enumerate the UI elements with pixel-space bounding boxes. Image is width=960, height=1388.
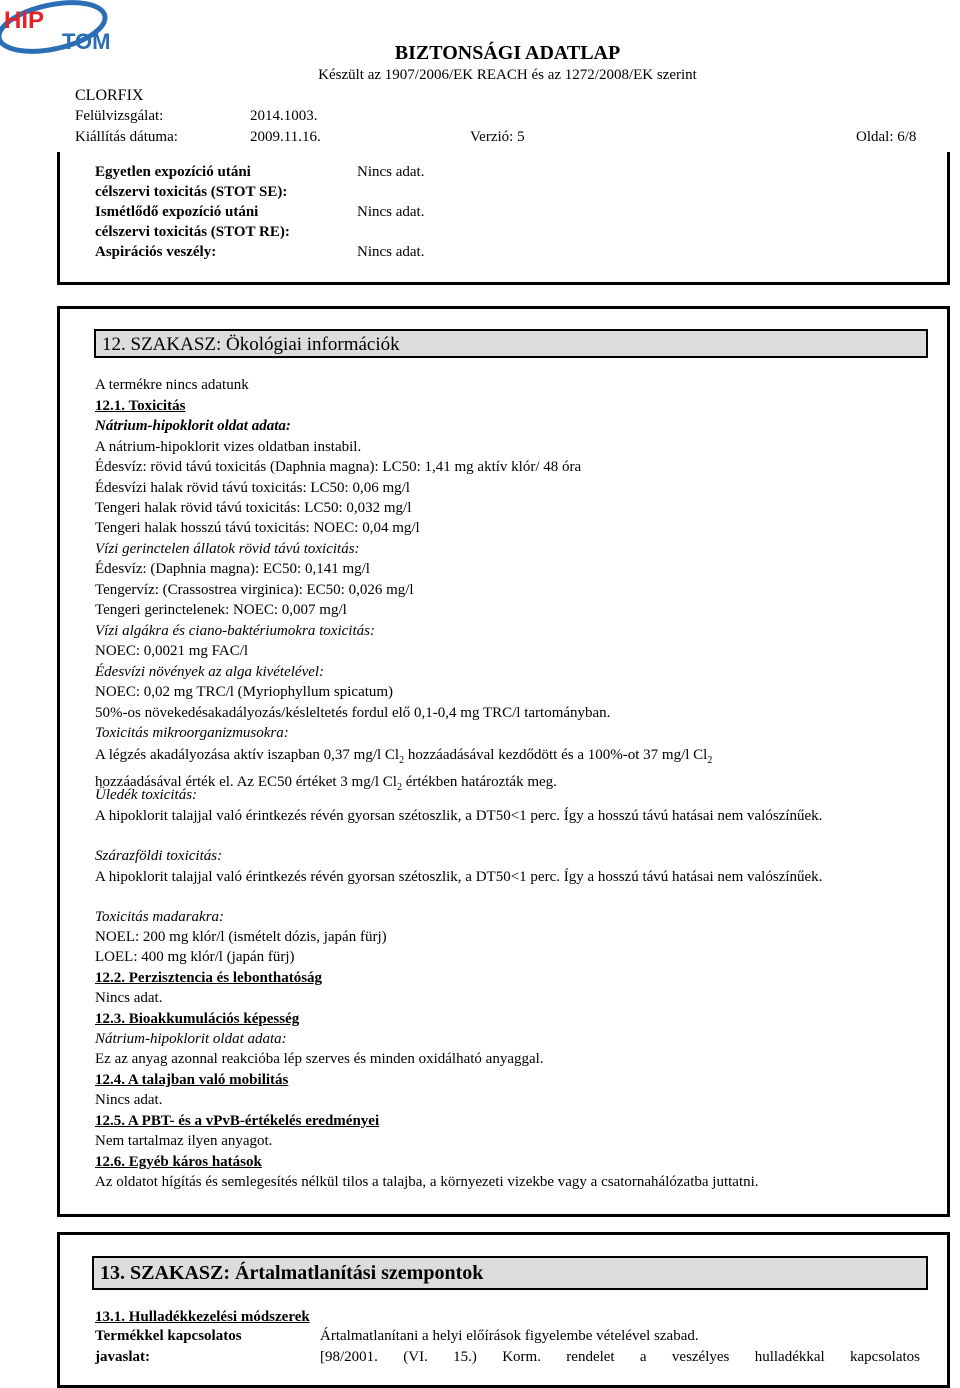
document-title: BIZTONSÁGI ADATLAP: [394, 42, 621, 64]
review-label: Felülvizsgálat:: [75, 108, 164, 124]
italic-subheading: Szárazföldi toxicitás:: [95, 848, 223, 864]
aspiration-value: Nincs adat.: [357, 244, 425, 260]
italic-subheading: Üledék toxicitás:: [95, 787, 198, 803]
text-line: Tengeri halak rövid távú toxicitás: LC50: 0,032 mg/l: [95, 500, 412, 516]
issue-date: 2009.11.16.: [250, 129, 321, 145]
subsection-12-5: 12.5. A PBT- és a vPvB-értékelés eredményei: [95, 1113, 380, 1129]
subsection-12-2: 12.2. Perzisztencia és lebonthatóság: [95, 970, 323, 986]
italic-subheading: Vízi algákra és ciano-baktériumokra toxicitás:: [95, 623, 375, 639]
text-line: NOEL: 200 mg klór/l (ismételt dózis, japán fürj): [95, 929, 387, 945]
text-line: NOEC: 0,02 mg TRC/l (Myriophyllum spicatum): [95, 684, 394, 700]
italic-subheading: Édesvízi növények az alga kivételével:: [95, 664, 325, 680]
aspiration-label: Aspirációs veszély:: [95, 244, 217, 260]
text-line: Ez az anyag azonnal reakcióba lép szerves és minden oxidálható anyaggal.: [95, 1051, 544, 1067]
stot-se-label-2: célszervi toxicitás (STOT SE):: [95, 184, 288, 200]
text-line: LOEL: 400 mg klór/l (japán fürj): [95, 949, 295, 965]
text-line: Nincs adat.: [95, 990, 163, 1006]
text-line: 50%-os növekedésakadályozás/késleltetés fordul elő 0,1-0,4 mg TRC/l tartományban.: [95, 705, 611, 721]
waste-value-1: Ártalmatlanítani a helyi előírások figyelembe vételével szabad.: [320, 1328, 699, 1344]
microorganism-paragraph: [95, 745, 920, 798]
italic-subheading: Vízi gerinctelen állatok rövid távú toxicitás:: [95, 541, 360, 557]
text-line: Tengervíz: (Crassostrea virginica): EC50: 0,026 mg/l: [95, 582, 414, 598]
waste-label-1: Termékkel kapcsolatos: [95, 1328, 242, 1344]
waste-value-2: [98/2001. (VI. 15.) Korm. rendelet a veszélyes hulladékkal kapcsolatos: [320, 1349, 920, 1365]
text-line: Az oldatot hígítás és semlegesítés nélkül tilos a talajba, a környezeti vizekbe vagy a csatornahálózatba juttatni.: [95, 1174, 759, 1190]
section13-heading: 13. SZAKASZ: Ártalmatlanítási szempontok: [100, 1262, 484, 1284]
subsection-12-1: 12.1. Toxicitás: [95, 398, 186, 414]
logo-hip-text: HIP: [4, 7, 45, 34]
section12-heading: 12. SZAKASZ: Ökológiai információk: [102, 334, 400, 355]
na-data-label: Nátrium-hipoklorit oldat adata:: [95, 418, 291, 434]
text-line: A nátrium-hipoklorit vizes oldatban instabil.: [95, 439, 362, 455]
subscript-2: 2: [399, 755, 405, 766]
waste-label-2: javaslat:: [95, 1349, 150, 1365]
intro-text: A termékre nincs adatunk: [95, 377, 249, 393]
product-name: CLORFIX: [75, 87, 144, 104]
italic-subheading: Toxicitás mikroorganizmusokra:: [95, 725, 289, 741]
text-line: Édesvízi halak rövid távú toxicitás: LC50: 0,06 mg/l: [95, 480, 410, 496]
subsection-13-1: 13.1. Hulladékkezelési módszerek: [95, 1309, 310, 1325]
stot-se-value: Nincs adat.: [357, 164, 425, 180]
logo-tom-text: TOM: [62, 29, 111, 54]
page-number: Oldal: 6/8: [856, 129, 917, 145]
text-line: Nincs adat.: [95, 1092, 163, 1108]
stot-re-value: Nincs adat.: [357, 204, 425, 220]
micro-text-d: értékben határozták meg.: [401, 773, 557, 790]
subsection-12-6: 12.6. Egyéb káros hatások: [95, 1154, 262, 1170]
text-line: NOEC: 0,0021 mg FAC/l: [95, 643, 249, 659]
version: Verzió: 5: [470, 129, 525, 145]
micro-text-c: hozzáadásával érték el. Az EC50 értéket 3 mg/l Cl: [95, 773, 397, 790]
stot-se-label-1: Egyetlen expozíció utáni: [95, 164, 251, 180]
review-date: 2014.1003.: [250, 108, 318, 124]
text-line: Tengeri halak hosszú távú toxicitás: NOEC: 0,04 mg/l: [95, 520, 420, 536]
text-line: Nem tartalmaz ilyen anyagot.: [95, 1133, 273, 1149]
subsection-12-3: 12.3. Bioakkumulációs képesség: [95, 1011, 300, 1027]
text-line: Édesvíz: rövid távú toxicitás (Daphnia magna): LC50: 1,41 mg aktív klór/ 48 óra: [95, 459, 582, 475]
italic-subheading: Toxicitás madarakra:: [95, 909, 225, 925]
section12-heading-bar: [94, 329, 928, 358]
subscript-2: 2: [707, 755, 713, 766]
section13-heading-bar: [92, 1256, 928, 1290]
text-line: Tengeri gerinctelenek: NOEC: 0,007 mg/l: [95, 602, 347, 618]
issue-label: Kiállítás dátuma:: [75, 129, 178, 145]
terrestrial-paragraph: A hipoklorit talajjal való érintkezés révén gyorsan szétoszlik, a DT50<1 perc. Így a hosszú távú hatásai nem valószínűek.: [95, 869, 823, 885]
subscript-2: 2: [396, 781, 402, 793]
document-subtitle: Készült az 1907/2006/EK REACH és az 1272/2008/EK szerint: [318, 67, 697, 83]
micro-text-a: A légzés akadályozása aktív iszapban 0,37 mg/l Cl: [95, 747, 400, 763]
subsection-12-4: 12.4. A talajban való mobilitás: [95, 1072, 289, 1088]
stot-re-label-1: Ismétlődő expozíció utáni: [95, 204, 259, 220]
sediment-paragraph: A hipoklorit talajjal való érintkezés révén gyorsan szétoszlik, a DT50<1 perc. Így a hosszú távú hatásai nem valószínűek.: [95, 808, 823, 824]
italic-subheading: Nátrium-hipoklorit oldat adata:: [95, 1031, 287, 1047]
text-line: Édesvíz: (Daphnia magna): EC50: 0,141 mg/l: [95, 561, 370, 577]
micro-text-b: hozzáadásával kezdődött és a 100%-ot 37 mg/l Cl: [404, 747, 708, 763]
stot-re-label-2: célszervi toxicitás (STOT RE):: [95, 224, 290, 240]
